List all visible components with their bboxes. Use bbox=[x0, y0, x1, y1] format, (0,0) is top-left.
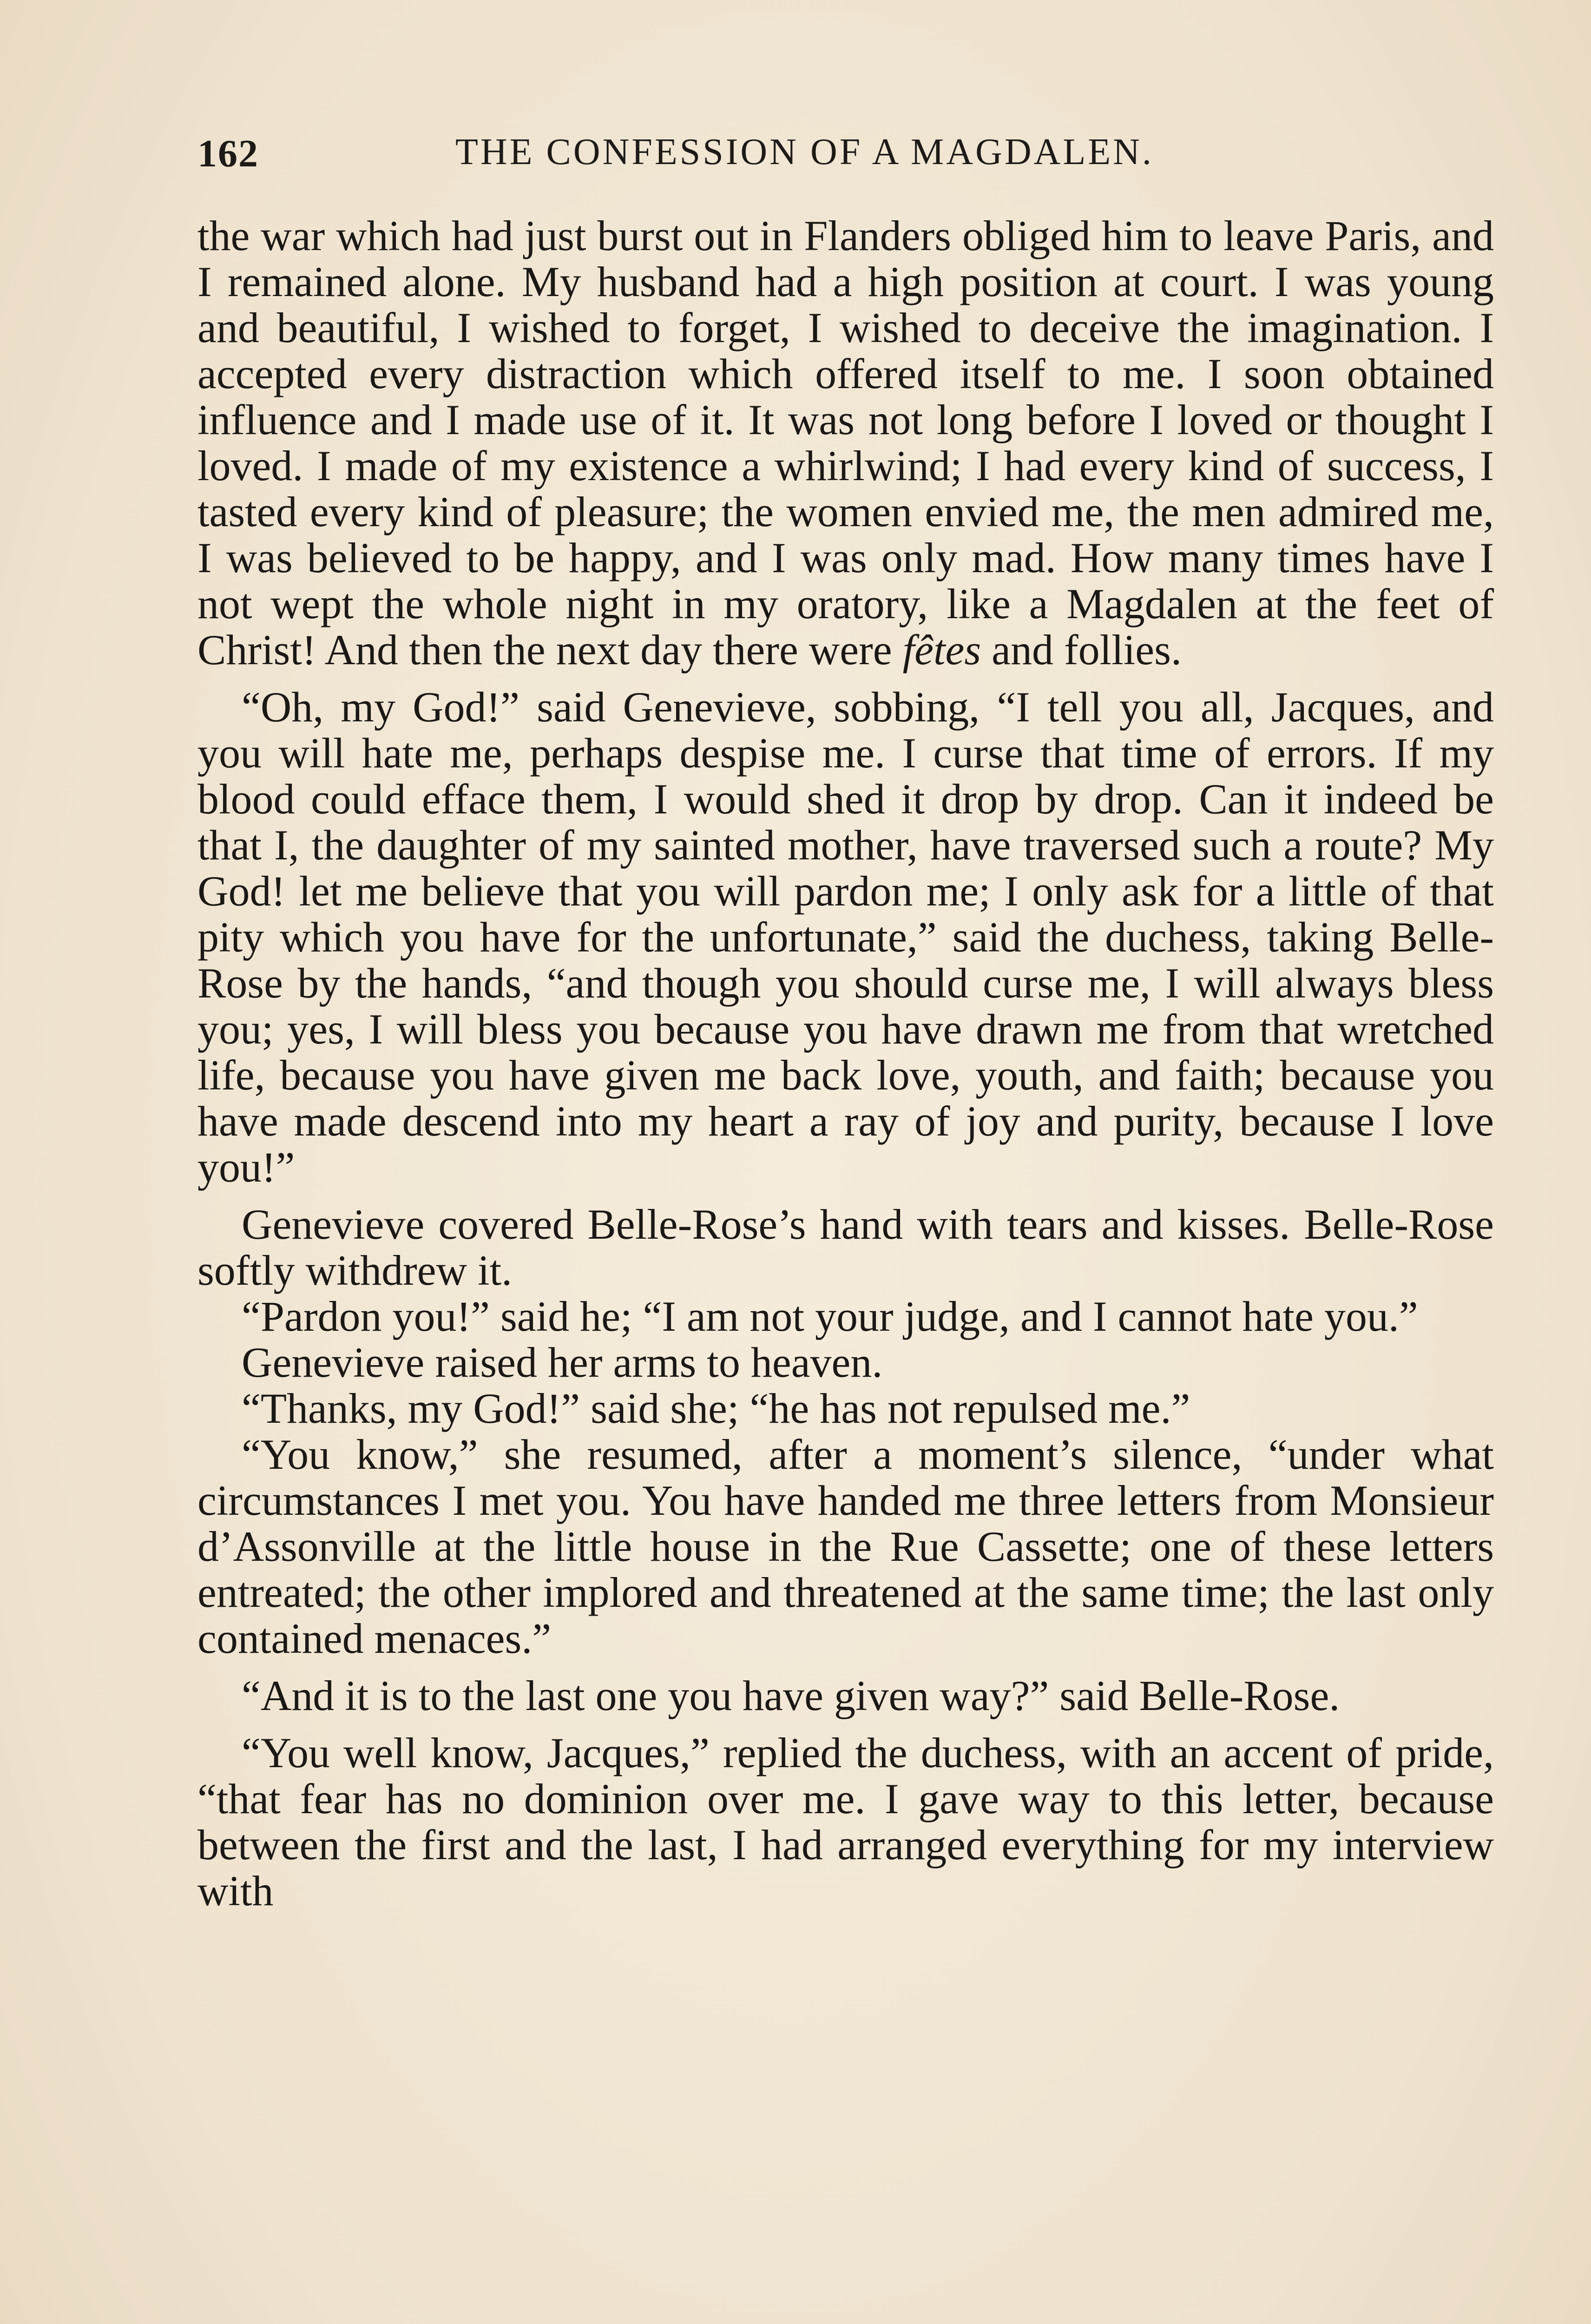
italic-word: fêtes bbox=[902, 626, 981, 673]
paragraph: “You well know, Jacques,” replied the duchess, with an accent of pride, “that fear has no dominion over me. I gave way to this letter, because between the first and the last, I had arranged everything for my interview with bbox=[197, 1729, 1494, 1915]
paragraph: “You know,” she resumed, after a moment’s silence, “under what circumstances I met you. You have handed me three letters from Monsieur d’Assonville at the little house in the Rue Cassette; one of these letters entreated; the other implored and threatened at the same time; the last only contained menaces.” bbox=[197, 1431, 1494, 1662]
paragraph-text: and follies. bbox=[981, 626, 1182, 673]
paragraph: Genevieve covered Belle-Rose’s hand with tears and kisses. Belle-Rose softly withdrew it. bbox=[197, 1201, 1494, 1294]
paragraph: Genevieve raised her arms to heaven. bbox=[242, 1339, 883, 1386]
paragraph bbox=[197, 213, 1494, 673]
paragraph: “Thanks, my God!” said she; “he has not repulsed me.” bbox=[242, 1385, 1190, 1432]
paragraph: “And it is to the last one you have given way?” said Belle-Rose. bbox=[242, 1672, 1340, 1719]
page-header bbox=[197, 131, 1494, 182]
paragraph-text: the war which had just burst out in Flanders obliged him to leave Paris, and I remained alone. My husband had a high position at court. I was young and beautiful, I wished to forget, I wished to deceive the imagination. I accepted every distraction which offered itself to me. I soon obtained influence and I made use of it. It was not long before I loved or thought I loved. I made of my existence a whirlwind; I had every kind of success, I tasted every kind of pleasure; the women envied me, the men admired me, I was believed to be happy, and I was only mad. How many times have I not wept the whole night in my oratory, like a Magdalen at the feet of Christ! And then the next day there were bbox=[197, 212, 1494, 673]
running-head: THE CONFESSION OF A MAGDALEN. bbox=[455, 132, 1154, 172]
page-number: 162 bbox=[197, 132, 259, 175]
paragraph: “Pardon you!” said he; “I am not your judge, and I cannot hate you.” bbox=[242, 1293, 1418, 1340]
paragraph: “Oh, my God!” said Genevieve, sobbing, “I tell you all, Jacques, and you will hate me, perhaps despise me. I curse that time of errors. If my blood could efface them, I would shed it drop by drop. Can it indeed be that I, the daughter of my sainted mother, have traversed such a route? My God! let me believe that you will pardon me; I only ask for a little of that pity which you have for the unfortunate,” said the duchess, taking Belle-Rose by the hands, “and though you should curse me, I will always bless you; yes, I will bless you because you have drawn me from that wretched life, because you have given me back love, youth, and faith; because you have made descend into my heart a ray of joy and purity, because I love you!” bbox=[197, 683, 1494, 1191]
body-text bbox=[197, 213, 1494, 1914]
